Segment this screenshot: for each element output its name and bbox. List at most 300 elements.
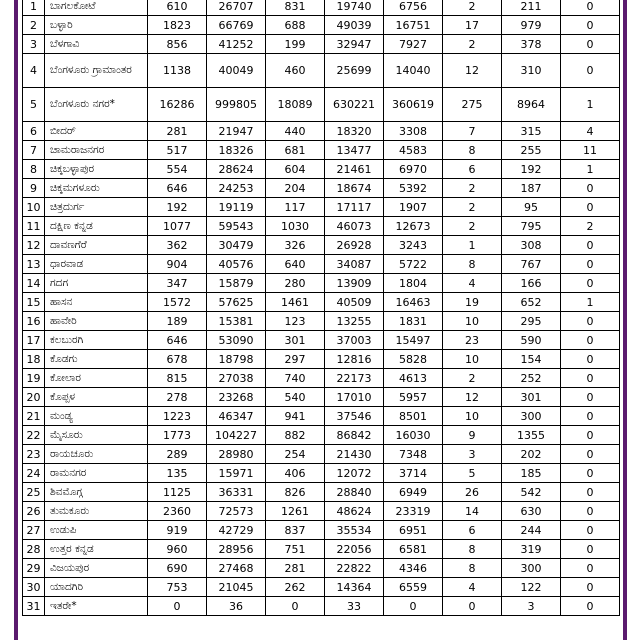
value-cell: 941 (266, 407, 325, 426)
value-cell: 688 (266, 16, 325, 35)
value-cell: 14364 (325, 578, 384, 597)
value-cell: 301 (502, 388, 561, 407)
serial-number-cell: 22 (23, 426, 45, 445)
district-name-cell: ದಾವಣಗೆರೆ (45, 236, 148, 255)
value-cell: 6 (443, 521, 502, 540)
value-cell: 21461 (325, 160, 384, 179)
value-cell: 3714 (384, 464, 443, 483)
value-cell: 1223 (148, 407, 207, 426)
value-cell: 16751 (384, 16, 443, 35)
value-cell: 1823 (148, 16, 207, 35)
value-cell: 36331 (207, 483, 266, 502)
value-cell: 10 (443, 350, 502, 369)
serial-number-cell: 19 (23, 369, 45, 388)
value-cell: 16030 (384, 426, 443, 445)
value-cell: 154 (502, 350, 561, 369)
value-cell: 17 (443, 16, 502, 35)
value-cell: 646 (148, 331, 207, 350)
value-cell: 0 (561, 388, 620, 407)
value-cell: 3 (443, 445, 502, 464)
value-cell: 604 (266, 160, 325, 179)
table-row (23, 331, 620, 350)
value-cell: 8964 (502, 88, 561, 122)
serial-number-cell: 28 (23, 540, 45, 559)
table-row (23, 217, 620, 236)
value-cell: 46347 (207, 407, 266, 426)
value-cell: 1355 (502, 426, 561, 445)
table-row (23, 160, 620, 179)
value-cell: 0 (443, 597, 502, 616)
value-cell: 281 (148, 122, 207, 141)
value-cell: 13477 (325, 141, 384, 160)
value-cell: 8 (443, 255, 502, 274)
value-cell: 1077 (148, 217, 207, 236)
value-cell: 166 (502, 274, 561, 293)
value-cell: 999805 (207, 88, 266, 122)
value-cell: 16463 (384, 293, 443, 312)
page-border-right (623, 0, 627, 640)
value-cell: 26928 (325, 236, 384, 255)
value-cell: 66769 (207, 16, 266, 35)
value-cell: 86842 (325, 426, 384, 445)
value-cell: 6581 (384, 540, 443, 559)
value-cell: 1 (561, 160, 620, 179)
table-row (23, 559, 620, 578)
table-row (23, 540, 620, 559)
serial-number-cell: 30 (23, 578, 45, 597)
value-cell: 0 (561, 198, 620, 217)
value-cell: 460 (266, 54, 325, 88)
value-cell: 0 (561, 540, 620, 559)
value-cell: 192 (502, 160, 561, 179)
value-cell: 18674 (325, 179, 384, 198)
value-cell: 49039 (325, 16, 384, 35)
serial-number-cell: 15 (23, 293, 45, 312)
value-cell: 2 (443, 198, 502, 217)
table-row (23, 122, 620, 141)
serial-number-cell: 7 (23, 141, 45, 160)
value-cell: 10 (443, 312, 502, 331)
value-cell: 21045 (207, 578, 266, 597)
value-cell: 0 (561, 426, 620, 445)
value-cell: 0 (561, 369, 620, 388)
value-cell: 10 (443, 407, 502, 426)
district-name-cell: ಬೆಂಗಳೂರು ನಗರ* (45, 88, 148, 122)
value-cell: 1125 (148, 483, 207, 502)
value-cell: 0 (561, 597, 620, 616)
value-cell: 1 (561, 293, 620, 312)
serial-number-cell: 12 (23, 236, 45, 255)
district-name-cell: ತುಮಕೂರು (45, 502, 148, 521)
value-cell: 4613 (384, 369, 443, 388)
table-row (23, 293, 620, 312)
value-cell: 22822 (325, 559, 384, 578)
value-cell: 2 (561, 217, 620, 236)
table-row (23, 16, 620, 35)
value-cell: 542 (502, 483, 561, 502)
value-cell: 13909 (325, 274, 384, 293)
value-cell: 40509 (325, 293, 384, 312)
value-cell: 1138 (148, 54, 207, 88)
value-cell: 300 (502, 559, 561, 578)
value-cell: 9 (443, 426, 502, 445)
value-cell: 904 (148, 255, 207, 274)
serial-number-cell: 9 (23, 179, 45, 198)
value-cell: 815 (148, 369, 207, 388)
serial-number-cell: 29 (23, 559, 45, 578)
value-cell: 652 (502, 293, 561, 312)
value-cell: 1804 (384, 274, 443, 293)
value-cell: 23268 (207, 388, 266, 407)
district-name-cell: ಚಿತ್ರದುರ್ಗ (45, 198, 148, 217)
value-cell: 517 (148, 141, 207, 160)
value-cell: 4 (443, 274, 502, 293)
serial-number-cell: 16 (23, 312, 45, 331)
value-cell: 202 (502, 445, 561, 464)
value-cell: 0 (266, 597, 325, 616)
value-cell: 0 (561, 179, 620, 198)
value-cell: 123 (266, 312, 325, 331)
value-cell: 199 (266, 35, 325, 54)
value-cell: 0 (561, 16, 620, 35)
district-name-cell: ಕೊಪ್ಪಳ (45, 388, 148, 407)
value-cell: 57625 (207, 293, 266, 312)
value-cell: 0 (561, 54, 620, 88)
serial-number-cell: 20 (23, 388, 45, 407)
value-cell: 14040 (384, 54, 443, 88)
district-name-cell: ಕಲಬುರಗಿ (45, 331, 148, 350)
district-name-cell: ಉತ್ತರ ಕನ್ನಡ (45, 540, 148, 559)
value-cell: 767 (502, 255, 561, 274)
value-cell: 40049 (207, 54, 266, 88)
value-cell: 32947 (325, 35, 384, 54)
value-cell: 2360 (148, 502, 207, 521)
value-cell: 59543 (207, 217, 266, 236)
value-cell: 189 (148, 312, 207, 331)
value-cell: 252 (502, 369, 561, 388)
value-cell: 0 (561, 331, 620, 350)
value-cell: 0 (561, 521, 620, 540)
value-cell: 837 (266, 521, 325, 540)
table-row (23, 483, 620, 502)
district-name-cell: ಬೆಂಗಳೂರು ಗ್ರಾಮಾಂತರ (45, 54, 148, 88)
value-cell: 1261 (266, 502, 325, 521)
value-cell: 23319 (384, 502, 443, 521)
value-cell: 0 (384, 597, 443, 616)
value-cell: 95 (502, 198, 561, 217)
value-cell: 831 (266, 0, 325, 16)
value-cell: 1773 (148, 426, 207, 445)
value-cell: 12 (443, 54, 502, 88)
value-cell: 278 (148, 388, 207, 407)
value-cell: 360619 (384, 88, 443, 122)
value-cell: 0 (561, 236, 620, 255)
serial-number-cell: 4 (23, 54, 45, 88)
value-cell: 13255 (325, 312, 384, 331)
value-cell: 185 (502, 464, 561, 483)
value-cell: 0 (561, 0, 620, 16)
value-cell: 26707 (207, 0, 266, 16)
value-cell: 19 (443, 293, 502, 312)
value-cell: 347 (148, 274, 207, 293)
serial-number-cell: 6 (23, 122, 45, 141)
value-cell: 378 (502, 35, 561, 54)
value-cell: 8 (443, 141, 502, 160)
serial-number-cell: 8 (23, 160, 45, 179)
value-cell: 795 (502, 217, 561, 236)
value-cell: 740 (266, 369, 325, 388)
value-cell: 19740 (325, 0, 384, 16)
value-cell: 17117 (325, 198, 384, 217)
value-cell: 646 (148, 179, 207, 198)
value-cell: 117 (266, 198, 325, 217)
value-cell: 540 (266, 388, 325, 407)
district-name-cell: ಬಾಗಲಕೋಟೆ (45, 0, 148, 16)
serial-number-cell: 26 (23, 502, 45, 521)
value-cell: 6970 (384, 160, 443, 179)
value-cell: 6756 (384, 0, 443, 16)
value-cell: 275 (443, 88, 502, 122)
value-cell: 406 (266, 464, 325, 483)
value-cell: 4583 (384, 141, 443, 160)
value-cell: 25699 (325, 54, 384, 88)
value-cell: 21947 (207, 122, 266, 141)
value-cell: 300 (502, 407, 561, 426)
value-cell: 18798 (207, 350, 266, 369)
district-name-cell: ಮೈಸೂರು (45, 426, 148, 445)
value-cell: 8501 (384, 407, 443, 426)
value-cell: 690 (148, 559, 207, 578)
value-cell: 28624 (207, 160, 266, 179)
page-border-left (14, 0, 18, 640)
value-cell: 5722 (384, 255, 443, 274)
table-row (23, 597, 620, 616)
serial-number-cell: 5 (23, 88, 45, 122)
table-row (23, 464, 620, 483)
district-name-cell: ಕೊಡಗು (45, 350, 148, 369)
value-cell: 40576 (207, 255, 266, 274)
value-cell: 12816 (325, 350, 384, 369)
serial-number-cell: 2 (23, 16, 45, 35)
value-cell: 6949 (384, 483, 443, 502)
value-cell: 14 (443, 502, 502, 521)
table-row (23, 179, 620, 198)
value-cell: 15971 (207, 464, 266, 483)
value-cell: 19119 (207, 198, 266, 217)
serial-number-cell: 25 (23, 483, 45, 502)
serial-number-cell: 23 (23, 445, 45, 464)
value-cell: 289 (148, 445, 207, 464)
value-cell: 11 (561, 141, 620, 160)
value-cell: 610 (148, 0, 207, 16)
value-cell: 12072 (325, 464, 384, 483)
value-cell: 15381 (207, 312, 266, 331)
table-row (23, 388, 620, 407)
value-cell: 297 (266, 350, 325, 369)
value-cell: 0 (561, 559, 620, 578)
value-cell: 0 (561, 578, 620, 597)
value-cell: 15497 (384, 331, 443, 350)
value-cell: 0 (561, 255, 620, 274)
district-name-cell: ವಿಜಯಪುರ (45, 559, 148, 578)
value-cell: 5828 (384, 350, 443, 369)
district-name-cell: ಕೋಲಾರ (45, 369, 148, 388)
value-cell: 590 (502, 331, 561, 350)
value-cell: 5 (443, 464, 502, 483)
value-cell: 301 (266, 331, 325, 350)
value-cell: 262 (266, 578, 325, 597)
value-cell: 8 (443, 540, 502, 559)
district-name-cell: ಚಿಕ್ಕಬಳ್ಳಾಪುರ (45, 160, 148, 179)
value-cell: 554 (148, 160, 207, 179)
value-cell: 53090 (207, 331, 266, 350)
value-cell: 1030 (266, 217, 325, 236)
table-row (23, 407, 620, 426)
table-row (23, 521, 620, 540)
value-cell: 135 (148, 464, 207, 483)
value-cell: 0 (561, 312, 620, 331)
serial-number-cell: 27 (23, 521, 45, 540)
value-cell: 15879 (207, 274, 266, 293)
value-cell: 8 (443, 559, 502, 578)
district-name-cell: ಧಾರವಾಡ (45, 255, 148, 274)
value-cell: 630 (502, 502, 561, 521)
value-cell: 4346 (384, 559, 443, 578)
district-name-cell: ರಾಯಚೂರು (45, 445, 148, 464)
district-name-cell: ಯಾದಗಿರಿ (45, 578, 148, 597)
value-cell: 7348 (384, 445, 443, 464)
serial-number-cell: 3 (23, 35, 45, 54)
value-cell: 0 (561, 483, 620, 502)
value-cell: 122 (502, 578, 561, 597)
district-name-cell: ಶಿವಮೊಗ್ಗ (45, 483, 148, 502)
value-cell: 3308 (384, 122, 443, 141)
value-cell: 919 (148, 521, 207, 540)
value-cell: 3 (502, 597, 561, 616)
value-cell: 315 (502, 122, 561, 141)
value-cell: 27038 (207, 369, 266, 388)
value-cell: 7927 (384, 35, 443, 54)
serial-number-cell: 10 (23, 198, 45, 217)
value-cell: 211 (502, 0, 561, 16)
value-cell: 281 (266, 559, 325, 578)
district-name-cell: ರಾಮನಗರ (45, 464, 148, 483)
table-body (23, 0, 620, 616)
value-cell: 5957 (384, 388, 443, 407)
district-name-cell: ಹಾಸನ (45, 293, 148, 312)
district-name-cell: ಗದಗ (45, 274, 148, 293)
value-cell: 46073 (325, 217, 384, 236)
value-cell: 753 (148, 578, 207, 597)
table-row (23, 369, 620, 388)
value-cell: 244 (502, 521, 561, 540)
value-cell: 0 (561, 502, 620, 521)
value-cell: 6951 (384, 521, 443, 540)
value-cell: 310 (502, 54, 561, 88)
value-cell: 35534 (325, 521, 384, 540)
value-cell: 751 (266, 540, 325, 559)
value-cell: 34087 (325, 255, 384, 274)
value-cell: 22173 (325, 369, 384, 388)
table-row (23, 54, 620, 88)
value-cell: 72573 (207, 502, 266, 521)
district-name-cell: ಚಾಮರಾಜನಗರ (45, 141, 148, 160)
value-cell: 6559 (384, 578, 443, 597)
value-cell: 17010 (325, 388, 384, 407)
value-cell: 979 (502, 16, 561, 35)
table-row (23, 445, 620, 464)
value-cell: 6 (443, 160, 502, 179)
value-cell: 2 (443, 179, 502, 198)
value-cell: 36 (207, 597, 266, 616)
value-cell: 26 (443, 483, 502, 502)
table-row (23, 350, 620, 369)
value-cell: 0 (561, 407, 620, 426)
value-cell: 48624 (325, 502, 384, 521)
value-cell: 326 (266, 236, 325, 255)
value-cell: 0 (561, 464, 620, 483)
serial-number-cell: 13 (23, 255, 45, 274)
table-row (23, 502, 620, 521)
value-cell: 1461 (266, 293, 325, 312)
serial-number-cell: 11 (23, 217, 45, 236)
serial-number-cell: 14 (23, 274, 45, 293)
value-cell: 1572 (148, 293, 207, 312)
value-cell: 630221 (325, 88, 384, 122)
serial-number-cell: 17 (23, 331, 45, 350)
serial-number-cell: 21 (23, 407, 45, 426)
value-cell: 0 (561, 274, 620, 293)
value-cell: 24253 (207, 179, 266, 198)
value-cell: 37003 (325, 331, 384, 350)
value-cell: 5392 (384, 179, 443, 198)
district-name-cell: ಉಡುಪಿ (45, 521, 148, 540)
table-row (23, 236, 620, 255)
value-cell: 28980 (207, 445, 266, 464)
value-cell: 42729 (207, 521, 266, 540)
value-cell: 27468 (207, 559, 266, 578)
value-cell: 204 (266, 179, 325, 198)
value-cell: 640 (266, 255, 325, 274)
value-cell: 12673 (384, 217, 443, 236)
value-cell: 41252 (207, 35, 266, 54)
value-cell: 7 (443, 122, 502, 141)
value-cell: 362 (148, 236, 207, 255)
value-cell: 33 (325, 597, 384, 616)
table-row (23, 255, 620, 274)
value-cell: 826 (266, 483, 325, 502)
value-cell: 18320 (325, 122, 384, 141)
value-cell: 1907 (384, 198, 443, 217)
value-cell: 440 (266, 122, 325, 141)
value-cell: 30479 (207, 236, 266, 255)
value-cell: 1 (443, 236, 502, 255)
value-cell: 1831 (384, 312, 443, 331)
value-cell: 960 (148, 540, 207, 559)
district-name-cell: ಬೀದರ್ (45, 122, 148, 141)
serial-number-cell: 31 (23, 597, 45, 616)
table-row (23, 88, 620, 122)
district-name-cell: ಮಂಡ್ಯ (45, 407, 148, 426)
table-row (23, 312, 620, 331)
table-row (23, 426, 620, 445)
table-row (23, 578, 620, 597)
district-name-cell: ಬೆಳಗಾವಿ (45, 35, 148, 54)
value-cell: 0 (148, 597, 207, 616)
value-cell: 681 (266, 141, 325, 160)
value-cell: 0 (561, 35, 620, 54)
value-cell: 254 (266, 445, 325, 464)
